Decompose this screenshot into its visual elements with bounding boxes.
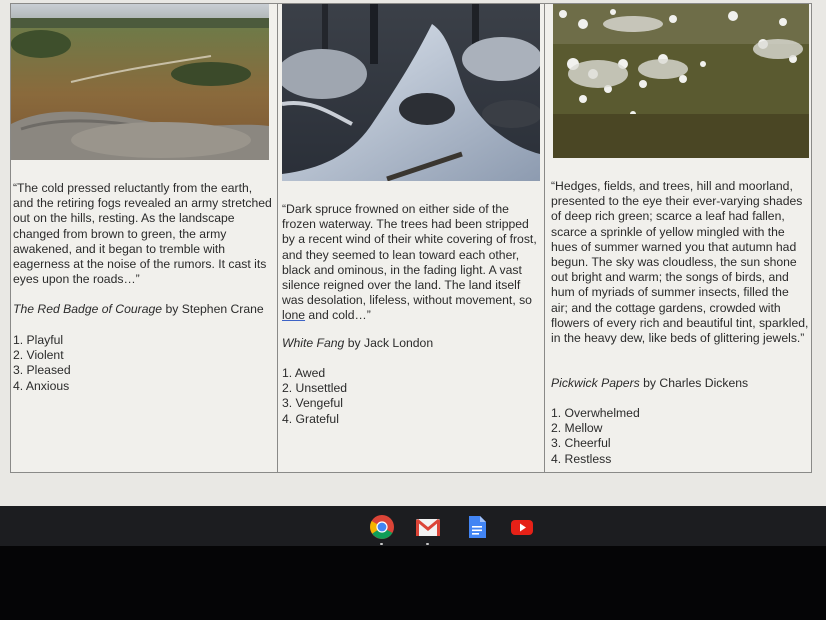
author-name: Stephen Crane — [181, 302, 264, 316]
by-text: by — [639, 376, 660, 390]
quote-text: “Hedges, fields, and trees, hill and moorland, presented to the eye their ever-varying shades of deep rich green; scarce a leaf had fallen, scarce a sprinkle of yellow mingled with the hues of summer warned you that autumn had begun. The sky was cloudless, the sun shone out bright and warm; the songs of birds, and hum of myriads of summer insects, filled the air; and the cottage gardens, crowded with flowers of every rich and beautiful tint, sparkled, in the heavy dew, like beds of glittering jewels.” — [551, 179, 809, 346]
quote-text — [282, 202, 540, 324]
laptop-bezel — [0, 546, 826, 620]
author-name: Jack London — [363, 336, 434, 350]
running-indicator — [380, 543, 383, 545]
citation — [282, 336, 540, 351]
by-text: by — [344, 336, 364, 350]
book-title: White Fang — [282, 336, 345, 350]
column-2 — [278, 4, 545, 472]
book-title: The Red Badge of Courage — [13, 302, 163, 316]
citation — [551, 376, 809, 391]
quote-text: “The cold pressed reluctantly from the earth, and the retiring fogs revealed an army stretched out on the hills, resting. As the landscape changed from brown to green, the army awakened, and it began to tremble with eagerness at the noise of the rumors. It cast its eyes upon the roads…” — [13, 181, 272, 287]
option: 1. Overwhelmed — [551, 406, 640, 420]
column-1 — [11, 4, 278, 472]
by-text: by — [162, 302, 182, 316]
option: 1. Awed — [282, 366, 326, 380]
taskbar-shelf — [0, 506, 826, 546]
battlefield-landscape-photo — [11, 4, 269, 160]
book-title: Pickwick Papers — [551, 376, 640, 390]
gmail-icon[interactable] — [415, 514, 441, 540]
citation — [13, 302, 275, 317]
option: 3. Pleased — [13, 363, 71, 378]
option: 4. Restless — [551, 451, 612, 466]
frozen-stream-photo — [282, 4, 540, 181]
option: 2. Unsettled — [282, 381, 348, 396]
option: 2. Violent — [13, 348, 64, 363]
option: 3. Vengeful — [282, 396, 343, 411]
meadow-flowers-photo — [553, 4, 809, 158]
chrome-icon[interactable] — [369, 514, 395, 540]
answer-options — [13, 333, 71, 394]
docs-icon[interactable] — [464, 514, 490, 540]
running-indicator — [426, 543, 429, 545]
document-table — [10, 3, 812, 473]
option: 1. Playful — [13, 333, 64, 347]
quote-text-part: “Dark spruce frowned on either side of the frozen waterway. The trees had been stripped by a recent wind of their white covering of frost, and they seemed to lean toward each other, black and ominous, in the fading light. A vast silence reigned over the land. The land itself was desolation, lifeless, without movement, so — [282, 202, 537, 308]
option: 4. Anxious — [13, 378, 70, 393]
option: 4. Grateful — [282, 411, 339, 426]
option: 2. Mellow — [551, 421, 603, 436]
answer-options — [551, 406, 640, 467]
underlined-word: lone — [282, 308, 306, 323]
column-3 — [545, 4, 811, 472]
youtube-icon[interactable] — [509, 514, 535, 540]
option: 3. Cheerful — [551, 436, 611, 451]
quote-text-part: and cold…” — [305, 308, 371, 323]
author-name: Charles Dickens — [659, 376, 749, 390]
answer-options — [282, 366, 347, 427]
